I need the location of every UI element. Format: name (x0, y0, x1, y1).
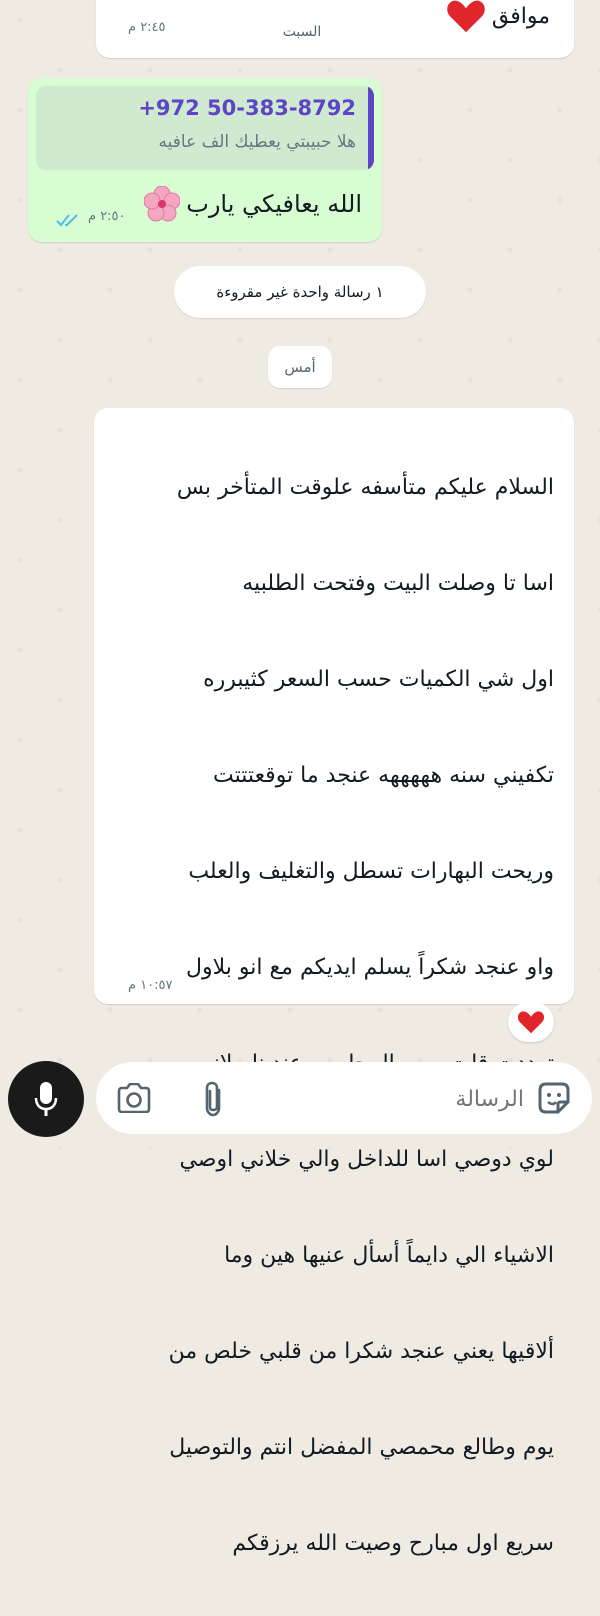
unread-messages-banner: ١ رسالة واحدة غير مقروءة (174, 266, 426, 318)
date-separator: السبت (282, 24, 322, 40)
message-time: ٢:٥٠ م (88, 209, 126, 224)
quoted-sender: +972 50-383-8792 (138, 96, 356, 120)
microphone-icon (34, 1081, 58, 1117)
message-time: ١٠:٥٧ م (128, 978, 173, 993)
message-bubble-incoming[interactable] (94, 408, 574, 1556)
message-body: الله يعافيكي يارب (186, 190, 362, 218)
message-line: وريحت البهارات تسطل والتغليف والعلب (188, 859, 554, 884)
message-line: لوي دوصي اسا للداخل والي خلاني اوصي (179, 1147, 554, 1172)
message-line: سريع اول مبارح وصيت الله يرزقكم (232, 1531, 554, 1556)
date-separator: أمس (268, 346, 332, 388)
message-line: ألاقيها يعني عنجد شكرا من قلبي خلص من (168, 1339, 554, 1364)
message-line: اول شي الكميات حسب السعر كثيبرره (203, 667, 554, 692)
voice-record-button[interactable] (8, 1061, 84, 1137)
message-line: اسا تا وصلت البيت وفتحت الطلبيه (242, 571, 554, 596)
message-line: السلام عليكم متأسفه علوقت المتأخر بس (176, 475, 554, 500)
message-text (144, 186, 362, 222)
message-line: واو عنجد شكراً يسلم ايديكم مع انو بلاول (186, 955, 554, 980)
message-line: الاشياء الي دايماً أسأل عنيها هين وما (224, 1243, 554, 1268)
read-receipt-icon (56, 212, 82, 228)
message-time: ٢:٤٥ م (128, 20, 166, 35)
message-input-bar (96, 1062, 592, 1134)
message-line: يوم وطالع محمصي المفضل انتم والتوصيل (169, 1435, 554, 1460)
quote-bar (368, 86, 374, 170)
sticker-icon[interactable] (536, 1080, 572, 1116)
blossom-emoji-icon (144, 186, 180, 222)
quoted-text: هلا حبيبتي يعطيك الف عافيه (158, 132, 356, 152)
message-text (114, 416, 554, 1616)
quoted-message[interactable] (36, 86, 374, 170)
heart-reaction-icon (517, 1009, 545, 1035)
reaction-badge[interactable] (508, 1002, 554, 1042)
message-input[interactable] (282, 1076, 526, 1122)
paperclip-icon[interactable] (200, 1080, 226, 1118)
message-body: موافق (491, 3, 550, 29)
heart-emoji-icon (446, 0, 486, 36)
message-text (446, 0, 550, 36)
camera-icon[interactable] (116, 1083, 152, 1113)
message-line: تكفيني سنه هههههه عنجد ما توقعتتتت (213, 763, 554, 788)
message-bubble-outgoing[interactable] (28, 78, 382, 242)
